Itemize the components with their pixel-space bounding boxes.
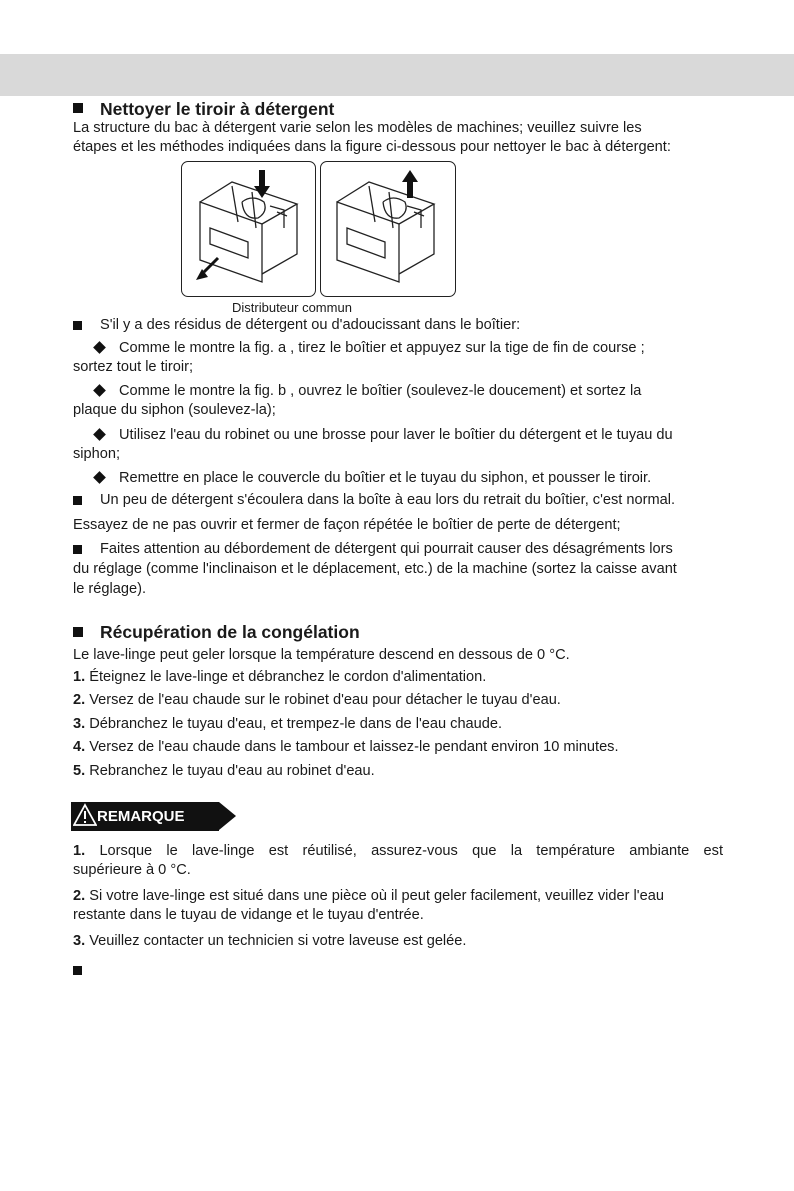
remarque-line: 2. Si votre lave-linge est situé dans une pièce où il peut geler facilement, veuillez vider l'eau — [73, 888, 664, 904]
freeze-step: 5. Rebranchez le tuyau d'eau au robinet d'eau. — [73, 763, 375, 779]
residue-step-line: sortez tout le tiroir; — [73, 359, 194, 375]
bullet-diamond-icon — [93, 341, 106, 354]
drawer-lift-illustration — [321, 162, 455, 296]
bullet-square-icon — [73, 321, 82, 330]
freeze-intro: Le lave-linge peut geler lorsque la température descend en dessous de 0 °C. — [73, 647, 570, 663]
bullet-square-icon — [73, 966, 82, 975]
bullet-diamond-icon — [93, 471, 106, 484]
remarque-line: restante dans le tuyau de vidange et le tuyau d'entrée. — [73, 907, 424, 923]
figure-caption: Distributeur commun — [232, 300, 352, 315]
header-band — [0, 54, 794, 96]
section-title-detergent: Nettoyer le tiroir à détergent — [100, 99, 335, 119]
bullet-square-icon — [73, 496, 82, 505]
intro-line: étapes et les méthodes indiquées dans la figure ci-dessous pour nettoyer le bac à détergent: — [73, 139, 671, 155]
remarque-label: REMARQUE — [97, 808, 185, 825]
freeze-step: 2. Versez de l'eau chaude sur le robinet d'eau pour détacher le tuyau d'eau. — [73, 692, 561, 708]
residue-step-line: Remettre en place le couvercle du boîtier et le tuyau du siphon, et pousser le tiroir. — [119, 470, 652, 486]
note-line: Essayez de ne pas ouvrir et fermer de façon répétée le boîtier de perte de détergent; — [73, 517, 621, 533]
residue-step-line: siphon; — [73, 446, 121, 462]
drawer-pull-illustration — [182, 162, 315, 296]
freeze-step: 1. Éteignez le lave-linge et débranchez le cordon d'alimentation. — [73, 669, 487, 685]
bullet-square-icon — [73, 545, 82, 554]
residue-step-line: Comme le montre la fig. b , ouvrez le boîtier (soulevez-le doucement) et sortez la — [119, 383, 642, 399]
bullet-square-icon — [73, 627, 83, 637]
figure-b-drawer-illustration — [320, 161, 456, 297]
residues-heading: S'il y a des résidus de détergent ou d'adoucissant dans le boîtier: — [100, 317, 521, 333]
residue-step-line: Comme le montre la fig. a , tirez le boîtier et appuyez sur la tige de fin de course ; — [119, 340, 645, 356]
freeze-step: 4. Versez de l'eau chaude dans le tambour et laissez-le pendant environ 10 minutes. — [73, 739, 619, 755]
figure-a-drawer-illustration — [181, 161, 316, 297]
remarque-line: supérieure à 0 °C. — [73, 862, 191, 878]
freeze-step: 3. Débranchez le tuyau d'eau, et trempez-le dans de l'eau chaude. — [73, 716, 503, 732]
bullet-diamond-icon — [93, 384, 106, 397]
bullet-square-icon — [73, 103, 83, 113]
warning-triangle-icon — [73, 803, 97, 827]
note-line: le réglage). — [73, 581, 147, 597]
remarque-line: 3. Veuillez contacter un technicien si votre laveuse est gelée. — [73, 933, 467, 949]
residue-step-line: plaque du siphon (soulevez-la); — [73, 402, 276, 418]
intro-line: La structure du bac à détergent varie selon les modèles de machines; veuillez suivre les — [73, 120, 642, 136]
residue-step-line: Utilisez l'eau du robinet ou une brosse pour laver le boîtier du détergent et le tuyau du — [119, 427, 673, 443]
section-title-freeze: Récupération de la congélation — [100, 622, 360, 642]
note-line: du réglage (comme l'inclinaison et le déplacement, etc.) de la machine (sortez la caisse avant — [73, 561, 677, 577]
note-line: Un peu de détergent s'écoulera dans la boîte à eau lors du retrait du boîtier, c'est normal. — [100, 492, 676, 508]
remarque-line: 1. Lorsque le lave-linge est réutilisé, assurez-vous que la température ambiante est — [73, 843, 723, 859]
bullet-diamond-icon — [93, 428, 106, 441]
note-line: Faites attention au débordement de détergent qui pourrait causer des désagréments lors — [100, 541, 673, 557]
remarque-banner-arrow — [219, 802, 236, 830]
